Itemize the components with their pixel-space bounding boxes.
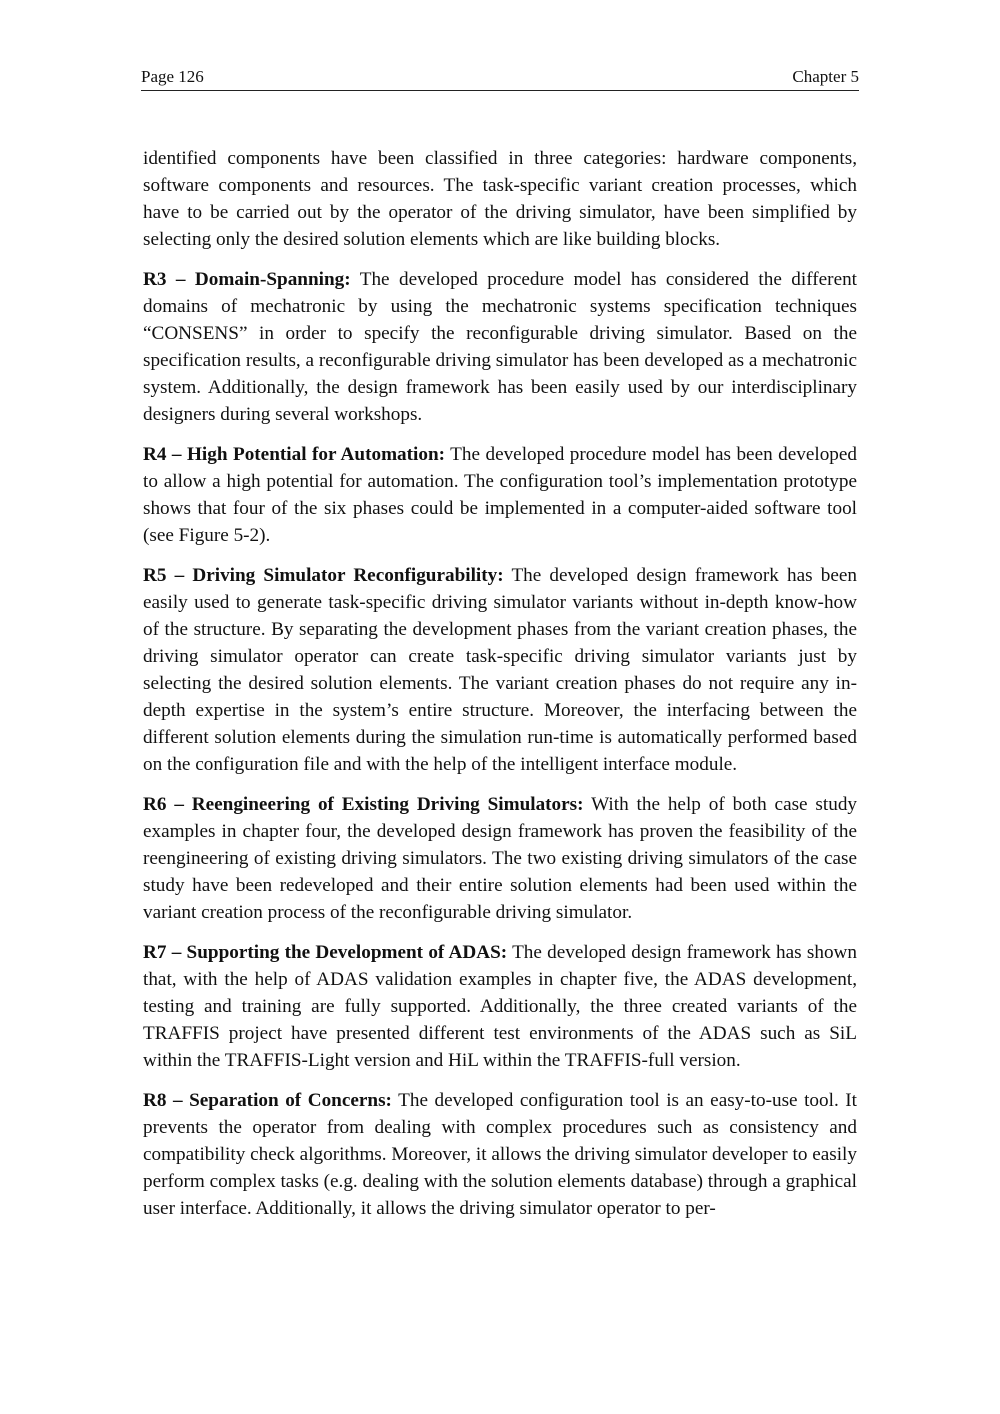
paragraph-r5 — [143, 562, 857, 778]
paragraph-text: With the help of both case study examples in chapter four, the developed design framework has proven the feasibility of the reengineering of existing driving simulators. The two existing driving simulators of the case study have been redeveloped and their entire solution elements had been used within the variant creation process of the reconfigurable driving simulator. — [143, 794, 858, 923]
paragraph-heading: R7 – Supporting the Development of ADAS: — [143, 942, 508, 963]
paragraph-text: The developed design framework has been easily used to generate task-specific driving simulator variants without in-depth know-how of the structure. By separating the development phases from the variant creation phases, the driving simulator operator can create task-specific driving simulator variants just by selecting the desired solution elements. The variant creation phases do not require any in-depth expertise in the system’s entire structure. Moreover, the interfacing between the different solution elements during the simulation run-time is automatically performed based on the configuration file and with the help of the intelligent interface module. — [143, 565, 857, 775]
paragraph-r3 — [143, 266, 857, 428]
paragraph-heading: R4 – High Potential for Automation: — [143, 444, 446, 465]
paragraph-text: The developed procedure model has considered the different domains of mechatronic by using the mechatronic systems specification techniques “CONSENS” in order to specify the reconfigurable driving simulator. Based on the specification results, a reconfigurable driving simulator has been developed as a mechatronic system. Additionally, the design framework has been easily used by our interdisciplinary designers during several workshops. — [143, 269, 858, 425]
running-header — [141, 64, 859, 91]
paragraph-heading: R3 – Domain-Spanning: — [143, 269, 351, 290]
paragraph-r4 — [143, 441, 857, 549]
chapter-label: Chapter 5 — [792, 67, 859, 86]
paragraph-heading: R5 – Driving Simulator Reconfigurability: — [143, 565, 504, 586]
page-number: Page 126 — [141, 67, 204, 86]
body-text — [143, 145, 857, 1235]
paragraph-r7 — [143, 939, 857, 1074]
paragraph-r6 — [143, 791, 857, 926]
paragraph-heading: R6 – Reengineering of Existing Driving Simulators: — [143, 794, 584, 815]
paragraph-heading: R8 – Separation of Concerns: — [143, 1090, 392, 1111]
paragraph-text: The developed design framework has shown that, with the help of ADAS validation examples in chapter five, the ADAS development, testing and training are fully supported. Additionally, the three created variants of the TRAFFIS project have presented different test environments of the ADAS such as SiL within the TRAFFIS-Light version and HiL within the TRAFFIS-full version. — [143, 942, 857, 1071]
paragraph-text: identified components have been classified in three categories: hardware components, software components and resources. The task-specific variant creation processes, which have to be carried out by the operator of the driving simulator, have been simplified by selecting only the desired solution elements which are like building blocks. — [143, 148, 857, 250]
paragraph-continuation — [143, 145, 857, 253]
paragraph-r8 — [143, 1087, 857, 1222]
paragraph-text: The developed configuration tool is an easy-to-use tool. It prevents the operator from dealing with complex procedures such as consistency and compatibility check algorithms. Moreover, it allows the driving simulator developer to easily perform complex tasks (e.g. dealing with the solution elements database) through a graphical user interface. Additionally, it allows the driving simulator operator to per- — [143, 1090, 858, 1219]
paragraph-text: The developed procedure model has been developed to allow a high potential for automation. The configuration tool’s implementation prototype shows that four of the six phases could be implemented in a computer-aided software tool (see Figure 5-2). — [143, 444, 857, 546]
